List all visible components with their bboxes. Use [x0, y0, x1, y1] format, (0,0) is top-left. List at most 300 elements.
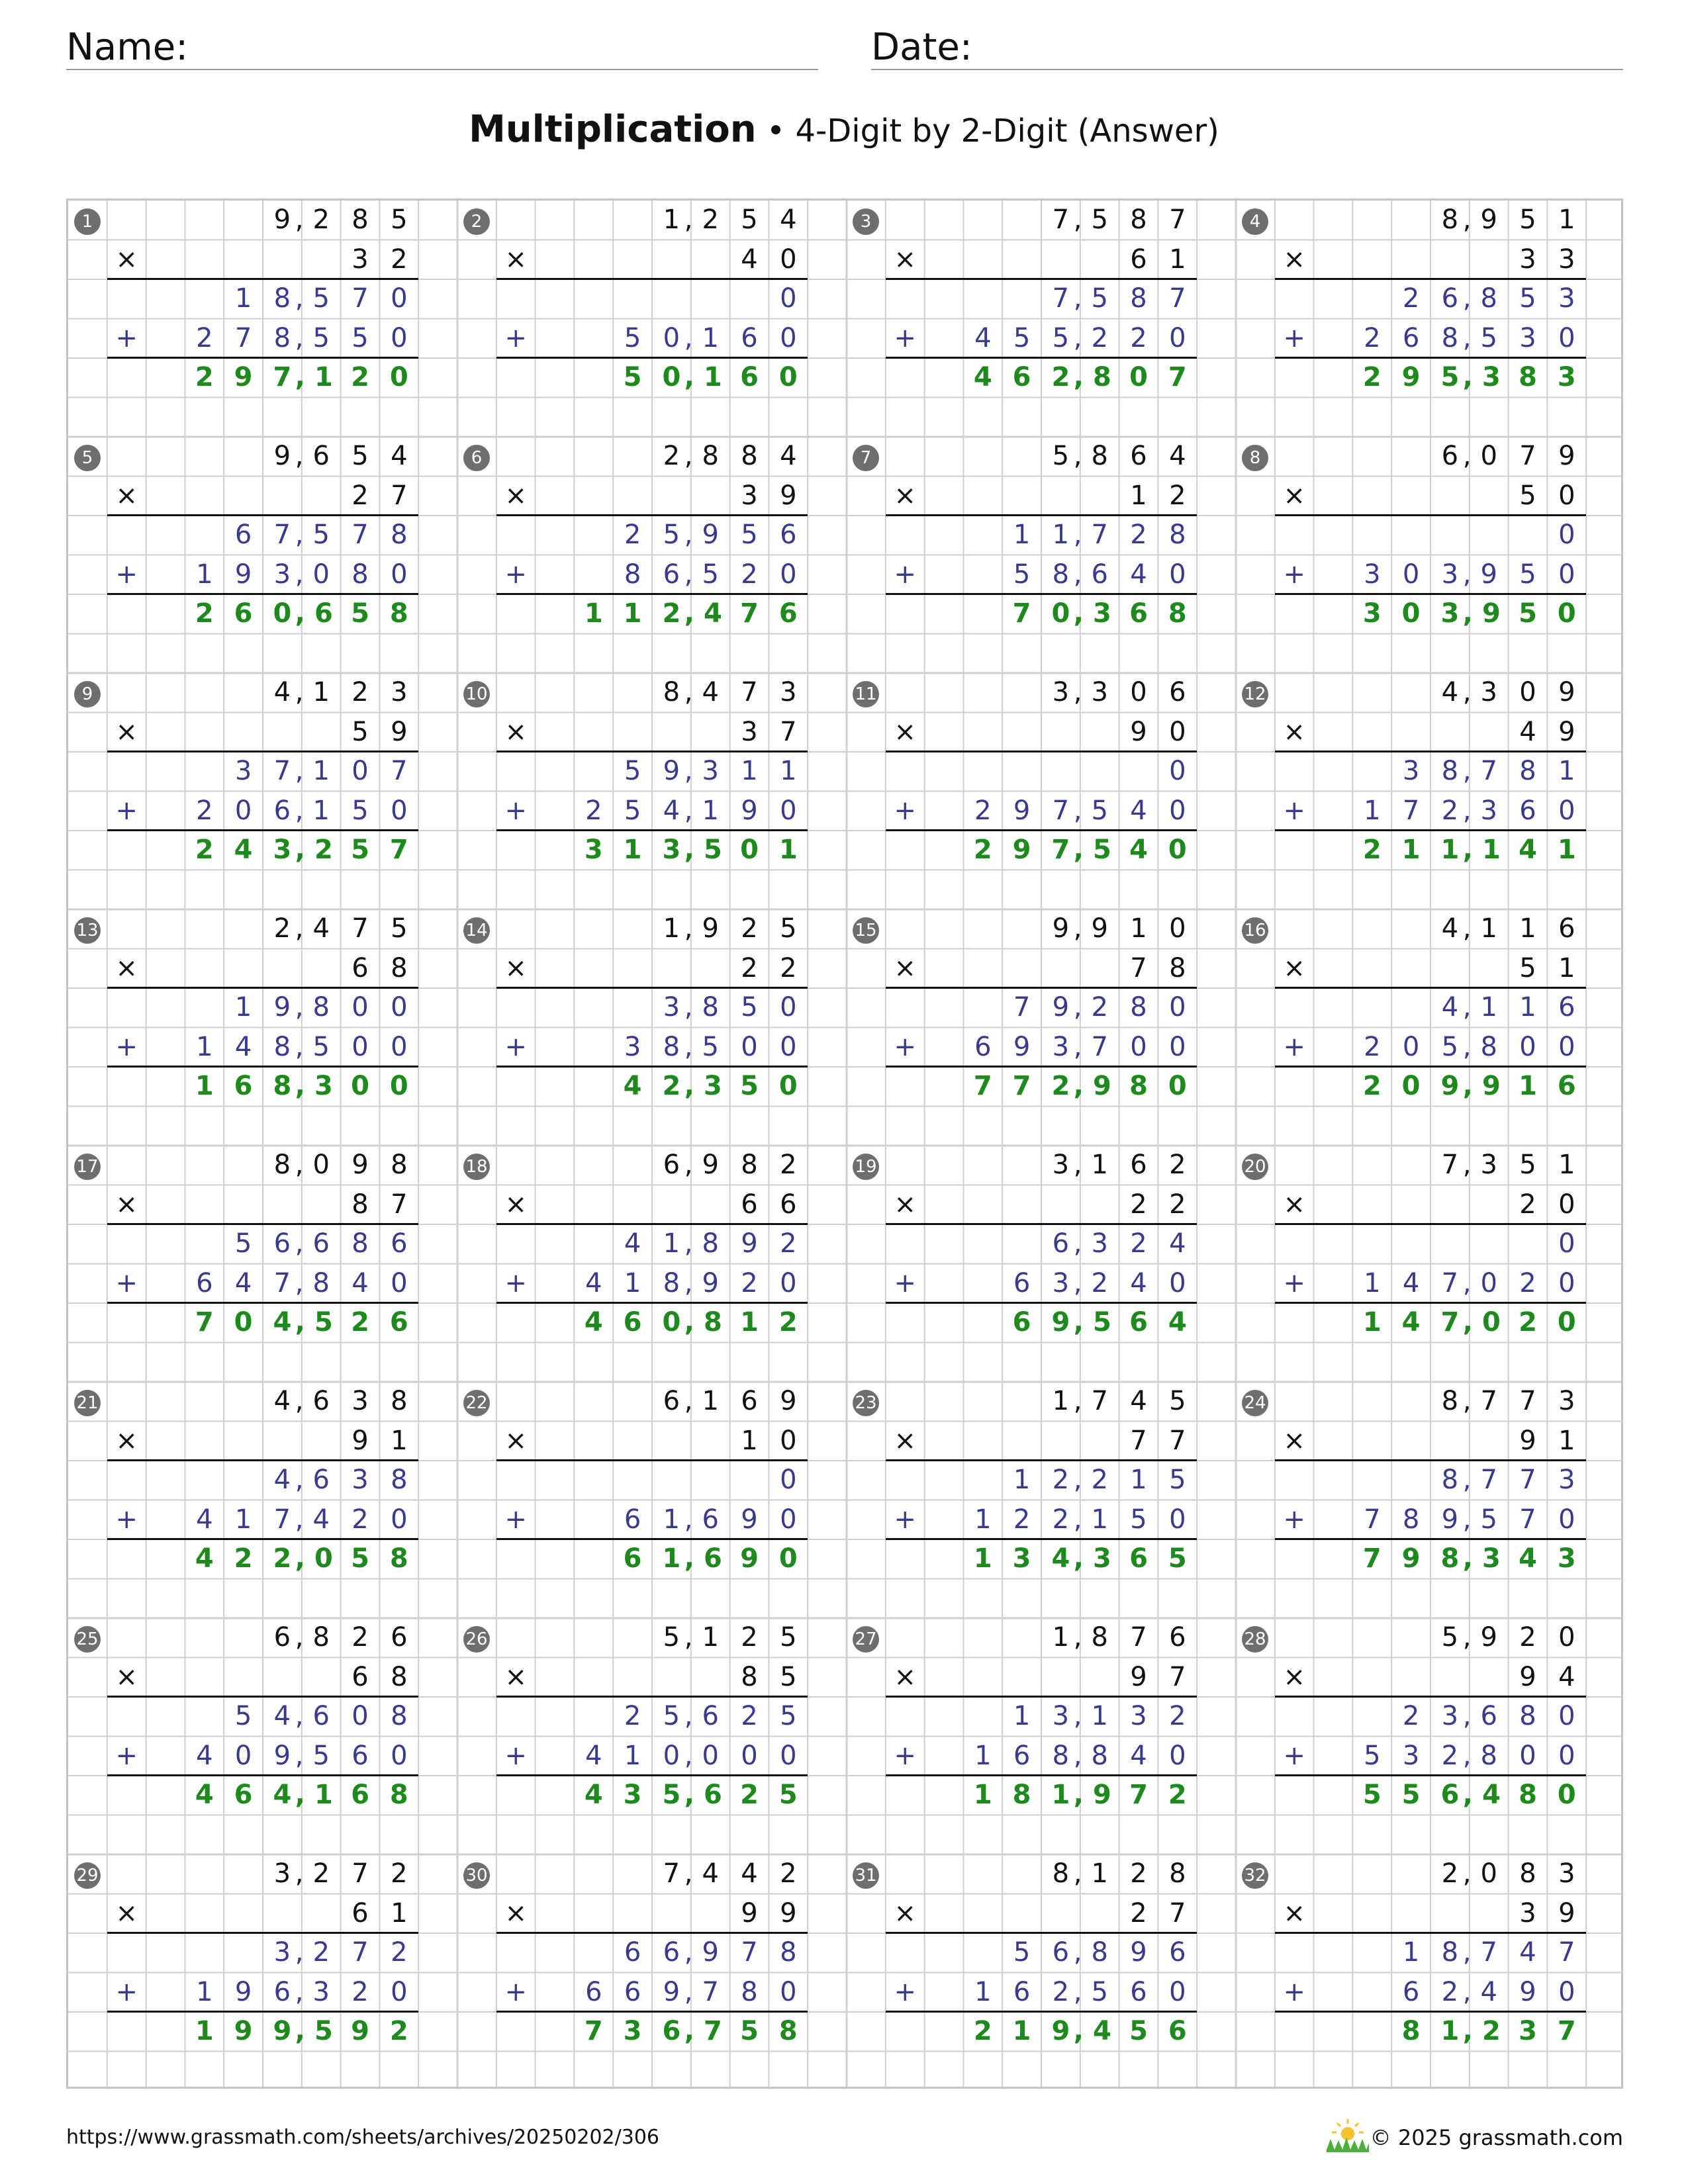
- multiplicand-digit: ,1: [1073, 1150, 1117, 1180]
- partial-product-2-digit: ,3: [1462, 795, 1507, 826]
- partial-product-1-digit: 6: [1052, 1228, 1070, 1259]
- answer-digit: 1: [1051, 1780, 1070, 1810]
- partial-product-2-operator: +: [504, 322, 527, 353]
- answer-digit: 6: [351, 1780, 369, 1810]
- problem-2: [457, 201, 847, 437]
- multiplicand-digit: 2: [1519, 1622, 1536, 1653]
- multiplicand-digit: ,1: [295, 677, 339, 707]
- multiplicand-digit: 6: [1169, 677, 1186, 707]
- multiplicand-digit: ,4: [684, 677, 728, 707]
- multiplier-operator: ×: [504, 480, 527, 511]
- partial-product-1-digit: 0: [1169, 756, 1186, 786]
- partial-product-1-digit: 4: [1519, 1937, 1536, 1968]
- partial-product-2-digit: 3: [273, 559, 291, 590]
- partial-product-2-operator: +: [894, 1267, 916, 1298]
- operation-rule: [1275, 1538, 1586, 1540]
- multiplicand-digit: 2: [741, 913, 758, 944]
- partial-product-2-digit: 1: [196, 1031, 213, 1062]
- multiplicand-digit: 5: [780, 913, 797, 944]
- partial-product-2-digit: ,0: [684, 1740, 728, 1771]
- operation-rule: [886, 1302, 1197, 1304]
- partial-product-1-digit: 2: [780, 1228, 797, 1259]
- answer-digit: 8: [1012, 1780, 1031, 1810]
- multiplier-operator: ×: [115, 1425, 138, 1456]
- answer-digit: 2: [195, 598, 214, 629]
- multiplier-operator: ×: [115, 1897, 138, 1929]
- problem-10: [457, 673, 847, 909]
- partial-product-2-operator: +: [1283, 1976, 1305, 2007]
- partial-product-2-digit: 6: [663, 559, 680, 590]
- multiplier-operator: ×: [894, 480, 916, 511]
- multiplicand-digit: ,7: [1462, 1386, 1507, 1416]
- partial-product-1-digit: ,8: [295, 992, 339, 1023]
- problem-15: [847, 909, 1236, 1146]
- partial-product-2-digit: 6: [1402, 1976, 1420, 2007]
- partial-product-2-digit: 2: [1364, 1031, 1381, 1062]
- multiplicand-digit: 1: [1052, 1622, 1070, 1653]
- answer-digit: 0: [662, 362, 681, 392]
- title-main: Multiplication: [469, 108, 757, 151]
- partial-product-2-digit: 0: [1402, 1031, 1420, 1062]
- partial-product-2-operator: +: [1283, 559, 1305, 590]
- answer-digit: 6: [1440, 1780, 1460, 1810]
- partial-product-2-digit: 1: [196, 1976, 213, 2007]
- multiplicand-digit: ,1: [684, 1386, 728, 1416]
- partial-product-2-digit: 0: [780, 1740, 797, 1771]
- multiplicand-digit: 1: [1130, 913, 1147, 944]
- answer-digit: 2: [973, 2016, 992, 2046]
- partial-product-2-digit: 9: [1013, 1031, 1031, 1062]
- problem-number-badge: 5: [74, 445, 101, 471]
- partial-product-2-digit: 6: [352, 1740, 369, 1771]
- answer-digit: 9: [234, 2016, 253, 2046]
- multiplicand-digit: ,4: [684, 1858, 728, 1889]
- partial-product-2-digit: 7: [1052, 795, 1070, 826]
- answer-digit: 3: [1012, 1543, 1031, 1574]
- partial-product-1-digit: 8: [1441, 1937, 1459, 1968]
- multiplicand-digit: ,2: [684, 205, 728, 235]
- multiplicand-digit: 2: [352, 677, 369, 707]
- partial-product-2-operator: +: [115, 1267, 138, 1298]
- answer-digit: 0: [778, 1071, 798, 1101]
- operation-rule: [107, 1066, 418, 1068]
- partial-product-2-digit: 0: [391, 1504, 408, 1535]
- problem-11: [847, 673, 1236, 909]
- partial-product-2-digit: 2: [1519, 1267, 1536, 1298]
- partial-product-2-digit: 5: [352, 795, 369, 826]
- partial-product-2-digit: 2: [352, 1976, 369, 2007]
- operation-rule: [496, 278, 808, 280]
- answer-digit: 8: [1401, 2016, 1421, 2046]
- name-label: Name:: [66, 26, 189, 69]
- partial-product-2-digit: ,5: [1073, 795, 1117, 826]
- answer-digit: 0: [740, 835, 759, 865]
- multiplier-operator: ×: [1283, 1897, 1305, 1929]
- partial-product-2-digit: 0: [1169, 559, 1186, 590]
- partial-product-2-digit: 8: [352, 559, 369, 590]
- problem-32: [1236, 1854, 1625, 2091]
- partial-product-2-digit: 8: [624, 559, 641, 590]
- partial-product-1-digit: 7: [352, 283, 369, 314]
- problem-28: [1236, 1618, 1625, 1854]
- multiplicand-digit: 5: [1441, 1622, 1459, 1653]
- partial-product-1-digit: 0: [1558, 520, 1575, 550]
- answer-digit: 7: [1012, 1071, 1031, 1101]
- partial-product-2-digit: 4: [1130, 1267, 1147, 1298]
- name-field[interactable]: [66, 26, 818, 70]
- partial-product-2-digit: 8: [1052, 559, 1070, 590]
- multiplier-digit: 7: [391, 480, 408, 511]
- answer-digit: ,2: [295, 835, 342, 865]
- partial-product-2-digit: 0: [741, 1740, 758, 1771]
- answer-digit: ,1: [684, 362, 731, 392]
- partial-product-2-digit: 5: [1441, 1031, 1459, 1062]
- multiplier-operator: ×: [115, 716, 138, 747]
- operation-rule: [496, 1696, 808, 1698]
- partial-product-1-digit: ,6: [1462, 1701, 1507, 1731]
- answer-digit: 8: [273, 1071, 292, 1101]
- partial-product-1-digit: 8: [352, 1228, 369, 1259]
- partial-product-1-digit: 1: [1402, 1937, 1420, 1968]
- partial-product-1-digit: 6: [391, 1228, 408, 1259]
- partial-product-2-digit: 4: [663, 795, 680, 826]
- answer-digit: 4: [273, 1307, 292, 1338]
- problem-12: [1236, 673, 1625, 909]
- multiplicand-digit: ,5: [1073, 205, 1117, 235]
- operation-rule: [107, 2011, 418, 2013]
- partial-product-2-digit: 1: [196, 559, 213, 590]
- partial-product-2-digit: 8: [663, 1031, 680, 1062]
- multiplicand-digit: 6: [273, 1622, 291, 1653]
- partial-product-2-digit: 2: [196, 322, 213, 353]
- partial-product-2-digit: 9: [741, 795, 758, 826]
- partial-product-2-digit: 9: [1013, 795, 1031, 826]
- answer-digit: 5: [740, 1071, 759, 1101]
- multiplier-digit: 4: [1558, 1661, 1575, 1692]
- answer-digit: 2: [1362, 835, 1382, 865]
- multiplicand-digit: 9: [1558, 441, 1575, 471]
- multiplicand-digit: 8: [391, 1386, 408, 1416]
- partial-product-1-digit: 2: [1130, 1228, 1147, 1259]
- partial-product-2-digit: ,7: [684, 1976, 728, 2007]
- multiplier-digit: 7: [1130, 1425, 1147, 1456]
- partial-product-1-digit: 2: [624, 1701, 641, 1731]
- partial-product-2-operator: +: [115, 1031, 138, 1062]
- partial-product-1-digit: 6: [780, 520, 797, 550]
- answer-digit: ,8: [1073, 362, 1121, 392]
- partial-product-2-digit: 1: [1364, 1267, 1381, 1298]
- answer-digit: 7: [584, 2016, 603, 2046]
- answer-digit: 8: [389, 1543, 408, 1574]
- answer-digit: 1: [973, 1543, 992, 1574]
- partial-product-2-digit: 5: [1130, 1504, 1147, 1535]
- multiplicand-digit: 7: [1169, 205, 1186, 235]
- problem-22: [457, 1382, 847, 1618]
- operation-rule: [1275, 1774, 1586, 1776]
- partial-product-1-digit: ,7: [1073, 520, 1117, 550]
- multiplicand-digit: 4: [273, 1386, 291, 1416]
- answer-digit: 0: [1401, 598, 1421, 629]
- partial-product-2-digit: 3: [1052, 1267, 1070, 1298]
- partial-product-1-digit: 8: [1130, 992, 1147, 1023]
- partial-product-1-digit: 6: [624, 1937, 641, 1968]
- problem-23: [847, 1382, 1236, 1618]
- partial-product-1-digit: ,2: [1073, 992, 1117, 1023]
- partial-product-2-digit: 4: [234, 1267, 252, 1298]
- partial-product-2-digit: 4: [234, 1031, 252, 1062]
- answer-digit: 5: [1362, 1780, 1382, 1810]
- multiplier-digit: 9: [780, 480, 797, 511]
- multiplicand-digit: ,9: [684, 913, 728, 944]
- partial-product-2-digit: 7: [1441, 1267, 1459, 1298]
- partial-product-2-digit: 1: [234, 1504, 252, 1535]
- answer-digit: 7: [389, 835, 408, 865]
- partial-product-1-digit: 8: [780, 1937, 797, 1968]
- problem-1: [68, 201, 457, 437]
- partial-product-1-digit: 3: [663, 992, 680, 1023]
- partial-product-2-digit: 0: [780, 1976, 797, 2007]
- partial-product-2-digit: 8: [1052, 1740, 1070, 1771]
- multiplicand-digit: 4: [1441, 677, 1459, 707]
- problem-number-badge: 1: [74, 208, 101, 235]
- partial-product-1-digit: 8: [1441, 1465, 1459, 1495]
- operation-rule: [1275, 829, 1586, 831]
- partial-product-1-digit: ,7: [1462, 756, 1507, 786]
- multiplier-digit: 0: [1169, 716, 1186, 747]
- partial-product-1-digit: 3: [1130, 1701, 1147, 1731]
- partial-product-2-digit: 2: [1013, 1504, 1031, 1535]
- partial-product-2-digit: 4: [1402, 1267, 1420, 1298]
- partial-product-2-digit: ,8: [295, 1267, 339, 1298]
- answer-digit: ,3: [1462, 362, 1510, 392]
- multiplier-digit: 9: [1558, 1897, 1575, 1929]
- answer-digit: 3: [273, 835, 292, 865]
- answer-digit: 0: [1401, 1071, 1421, 1101]
- answer-digit: 0: [1557, 598, 1576, 629]
- partial-product-2-digit: 8: [1441, 322, 1459, 353]
- operation-rule: [107, 987, 418, 989]
- partial-product-1-digit: ,9: [684, 520, 728, 550]
- partial-product-2-digit: 9: [234, 559, 252, 590]
- answer-digit: 6: [623, 1307, 642, 1338]
- multiplicand-digit: 3: [273, 1858, 291, 1889]
- answer-digit: 2: [1051, 1071, 1070, 1101]
- problem-6: [457, 437, 847, 673]
- multiplier-digit: 9: [1130, 1661, 1147, 1692]
- answer-digit: 2: [973, 835, 992, 865]
- partial-product-2-digit: 6: [974, 1031, 992, 1062]
- partial-product-1-digit: 7: [273, 756, 291, 786]
- date-field[interactable]: [871, 26, 1623, 70]
- multiplicand-digit: 1: [1052, 1386, 1070, 1416]
- multiplicand-digit: 4: [741, 1858, 758, 1889]
- partial-product-2-digit: 9: [1519, 1976, 1536, 2007]
- operation-rule: [1275, 593, 1586, 595]
- operation-rule: [107, 829, 418, 831]
- answer-digit: 2: [1168, 1780, 1187, 1810]
- partial-product-2-digit: ,3: [295, 1976, 339, 2007]
- partial-product-2-digit: 0: [1169, 1031, 1186, 1062]
- partial-product-1-digit: ,5: [1073, 283, 1117, 314]
- multiplier-digit: 2: [352, 480, 369, 511]
- partial-product-2-digit: 0: [1558, 1504, 1575, 1535]
- multiplicand-digit: ,6: [295, 1386, 339, 1416]
- partial-product-2-digit: 0: [741, 1031, 758, 1062]
- partial-product-2-digit: 0: [1558, 1031, 1575, 1062]
- partial-product-2-digit: 0: [1558, 1267, 1575, 1298]
- problem-number-badge: 20: [1242, 1154, 1268, 1180]
- partial-product-1-digit: 4: [273, 1701, 291, 1731]
- partial-product-2-digit: 4: [585, 1267, 602, 1298]
- partial-product-2-digit: ,0: [295, 559, 339, 590]
- answer-digit: ,7: [684, 2016, 731, 2046]
- operation-rule: [886, 1932, 1197, 1934]
- operation-rule: [496, 1459, 808, 1461]
- answer-digit: 6: [1012, 362, 1031, 392]
- operation-rule: [1275, 1302, 1586, 1304]
- answer-digit: 0: [1557, 1780, 1576, 1810]
- partial-product-1-digit: 6: [1169, 1937, 1186, 1968]
- answer-digit: 0: [1168, 1071, 1187, 1101]
- multiplicand-digit: ,4: [295, 913, 339, 944]
- problem-number-badge: 32: [1242, 1862, 1268, 1889]
- partial-product-2-digit: ,5: [295, 322, 339, 353]
- partial-product-2-digit: 6: [1519, 795, 1536, 826]
- answer-digit: 2: [662, 1071, 681, 1101]
- multiplicand-digit: 8: [391, 1150, 408, 1180]
- partial-product-2-digit: 7: [273, 1504, 291, 1535]
- multiplicand-digit: 9: [273, 441, 291, 471]
- partial-product-2-digit: ,5: [295, 1031, 339, 1062]
- partial-product-2-digit: 7: [1519, 1504, 1536, 1535]
- problem-number-badge: 30: [463, 1862, 490, 1889]
- multiplicand-digit: 2: [780, 1858, 797, 1889]
- answer-digit: 5: [1519, 598, 1537, 629]
- answer-digit: 9: [740, 1543, 759, 1574]
- multiplier-digit: 9: [1130, 716, 1147, 747]
- multiplier-digit: 1: [1558, 952, 1575, 983]
- multiplier-digit: 1: [1558, 1425, 1575, 1456]
- operation-rule: [496, 1932, 808, 1934]
- answer-digit: 6: [778, 598, 798, 629]
- partial-product-2-digit: ,9: [684, 1267, 728, 1298]
- partial-product-2-digit: 2: [1441, 1976, 1459, 2007]
- multiplier-digit: 2: [1130, 1897, 1147, 1929]
- multiplicand-digit: 8: [352, 205, 369, 235]
- answer-digit: 1: [584, 598, 603, 629]
- answer-digit: 7: [740, 598, 759, 629]
- multiplier-digit: 0: [1558, 1189, 1575, 1220]
- partial-product-2-digit: 6: [1013, 1976, 1031, 2007]
- multiplier-digit: 4: [741, 244, 758, 275]
- partial-product-2-digit: ,4: [1462, 1976, 1507, 2007]
- operation-rule: [1275, 987, 1586, 989]
- operation-rule: [496, 1302, 808, 1304]
- partial-product-1-digit: 0: [391, 283, 408, 314]
- partial-product-1-digit: 5: [663, 1701, 680, 1731]
- partial-product-2-digit: 0: [1169, 1740, 1186, 1771]
- operation-rule: [107, 593, 418, 595]
- problem-number-badge: 3: [853, 208, 879, 235]
- partial-product-1-digit: ,6: [295, 1465, 339, 1495]
- partial-product-2-digit: 2: [585, 795, 602, 826]
- answer-digit: 2: [1362, 362, 1382, 392]
- multiplicand-digit: 0: [1169, 913, 1186, 944]
- multiplier-digit: 1: [1169, 244, 1186, 275]
- partial-product-2-operator: +: [1283, 322, 1305, 353]
- multiplicand-digit: 7: [352, 1858, 369, 1889]
- multiplier-digit: 1: [391, 1897, 408, 1929]
- partial-product-2-digit: ,5: [1462, 1504, 1507, 1535]
- partial-product-1-digit: 1: [1013, 520, 1031, 550]
- partial-product-1-digit: 2: [1130, 520, 1147, 550]
- multiplicand-digit: 2: [273, 913, 291, 944]
- partial-product-2-digit: ,8: [1462, 1740, 1507, 1771]
- partial-product-1-digit: 0: [1558, 1701, 1575, 1731]
- partial-product-1-digit: 3: [273, 1937, 291, 1968]
- multiplicand-digit: 7: [663, 1858, 680, 1889]
- multiplicand-digit: 8: [1130, 205, 1147, 235]
- partial-product-2-operator: +: [115, 322, 138, 353]
- partial-product-2-digit: 0: [1169, 1267, 1186, 1298]
- answer-digit: 3: [584, 835, 603, 865]
- partial-product-2-digit: 5: [1519, 559, 1536, 590]
- multiplicand-digit: ,3: [1462, 677, 1507, 707]
- answer-digit: 3: [623, 1780, 642, 1810]
- problem-number-badge: 9: [74, 681, 101, 707]
- answer-digit: 1: [1401, 835, 1421, 865]
- answer-digit: 0: [1129, 362, 1148, 392]
- multiplicand-digit: 4: [391, 441, 408, 471]
- answer-digit: 9: [234, 362, 253, 392]
- multiplier-operator: ×: [1283, 244, 1305, 275]
- multiplicand-digit: 5: [741, 205, 758, 235]
- multiplicand-digit: 6: [741, 1386, 758, 1416]
- partial-product-1-digit: 2: [1052, 1465, 1070, 1495]
- partial-product-2-digit: 0: [234, 1740, 252, 1771]
- multiplicand-digit: 2: [352, 1622, 369, 1653]
- operation-rule: [496, 2011, 808, 2013]
- multiplier-digit: 2: [1519, 1189, 1536, 1220]
- multiplier-digit: 0: [780, 1425, 797, 1456]
- partial-product-2-digit: 0: [391, 1267, 408, 1298]
- multiplier-digit: 5: [1519, 952, 1536, 983]
- answer-digit: 0: [389, 362, 408, 392]
- partial-product-2-digit: 0: [780, 1504, 797, 1535]
- partial-product-1-digit: 1: [1052, 520, 1070, 550]
- multiplicand-digit: 2: [663, 441, 680, 471]
- partial-product-1-digit: 2: [1169, 1701, 1186, 1731]
- multiplier-digit: 8: [391, 1661, 408, 1692]
- partial-product-2-operator: +: [894, 795, 916, 826]
- operation-rule: [886, 829, 1197, 831]
- partial-product-1-digit: 7: [1052, 283, 1070, 314]
- answer-digit: ,5: [295, 2016, 342, 2046]
- partial-product-2-digit: 6: [585, 1976, 602, 2007]
- partial-product-2-digit: 0: [1558, 1740, 1575, 1771]
- operation-rule: [496, 751, 808, 752]
- partial-product-2-operator: +: [504, 1504, 527, 1535]
- partial-product-1-digit: 4: [1169, 1228, 1186, 1259]
- multiplier-operator: ×: [115, 244, 138, 275]
- answer-digit: 6: [623, 1543, 642, 1574]
- answer-digit: ,3: [684, 1071, 731, 1101]
- answer-digit: 4: [1519, 835, 1537, 865]
- multiplicand-digit: 5: [663, 1622, 680, 1653]
- partial-product-2-digit: 0: [663, 1740, 680, 1771]
- partial-product-1-digit: 5: [780, 1701, 797, 1731]
- multiplicand-digit: 2: [741, 1622, 758, 1653]
